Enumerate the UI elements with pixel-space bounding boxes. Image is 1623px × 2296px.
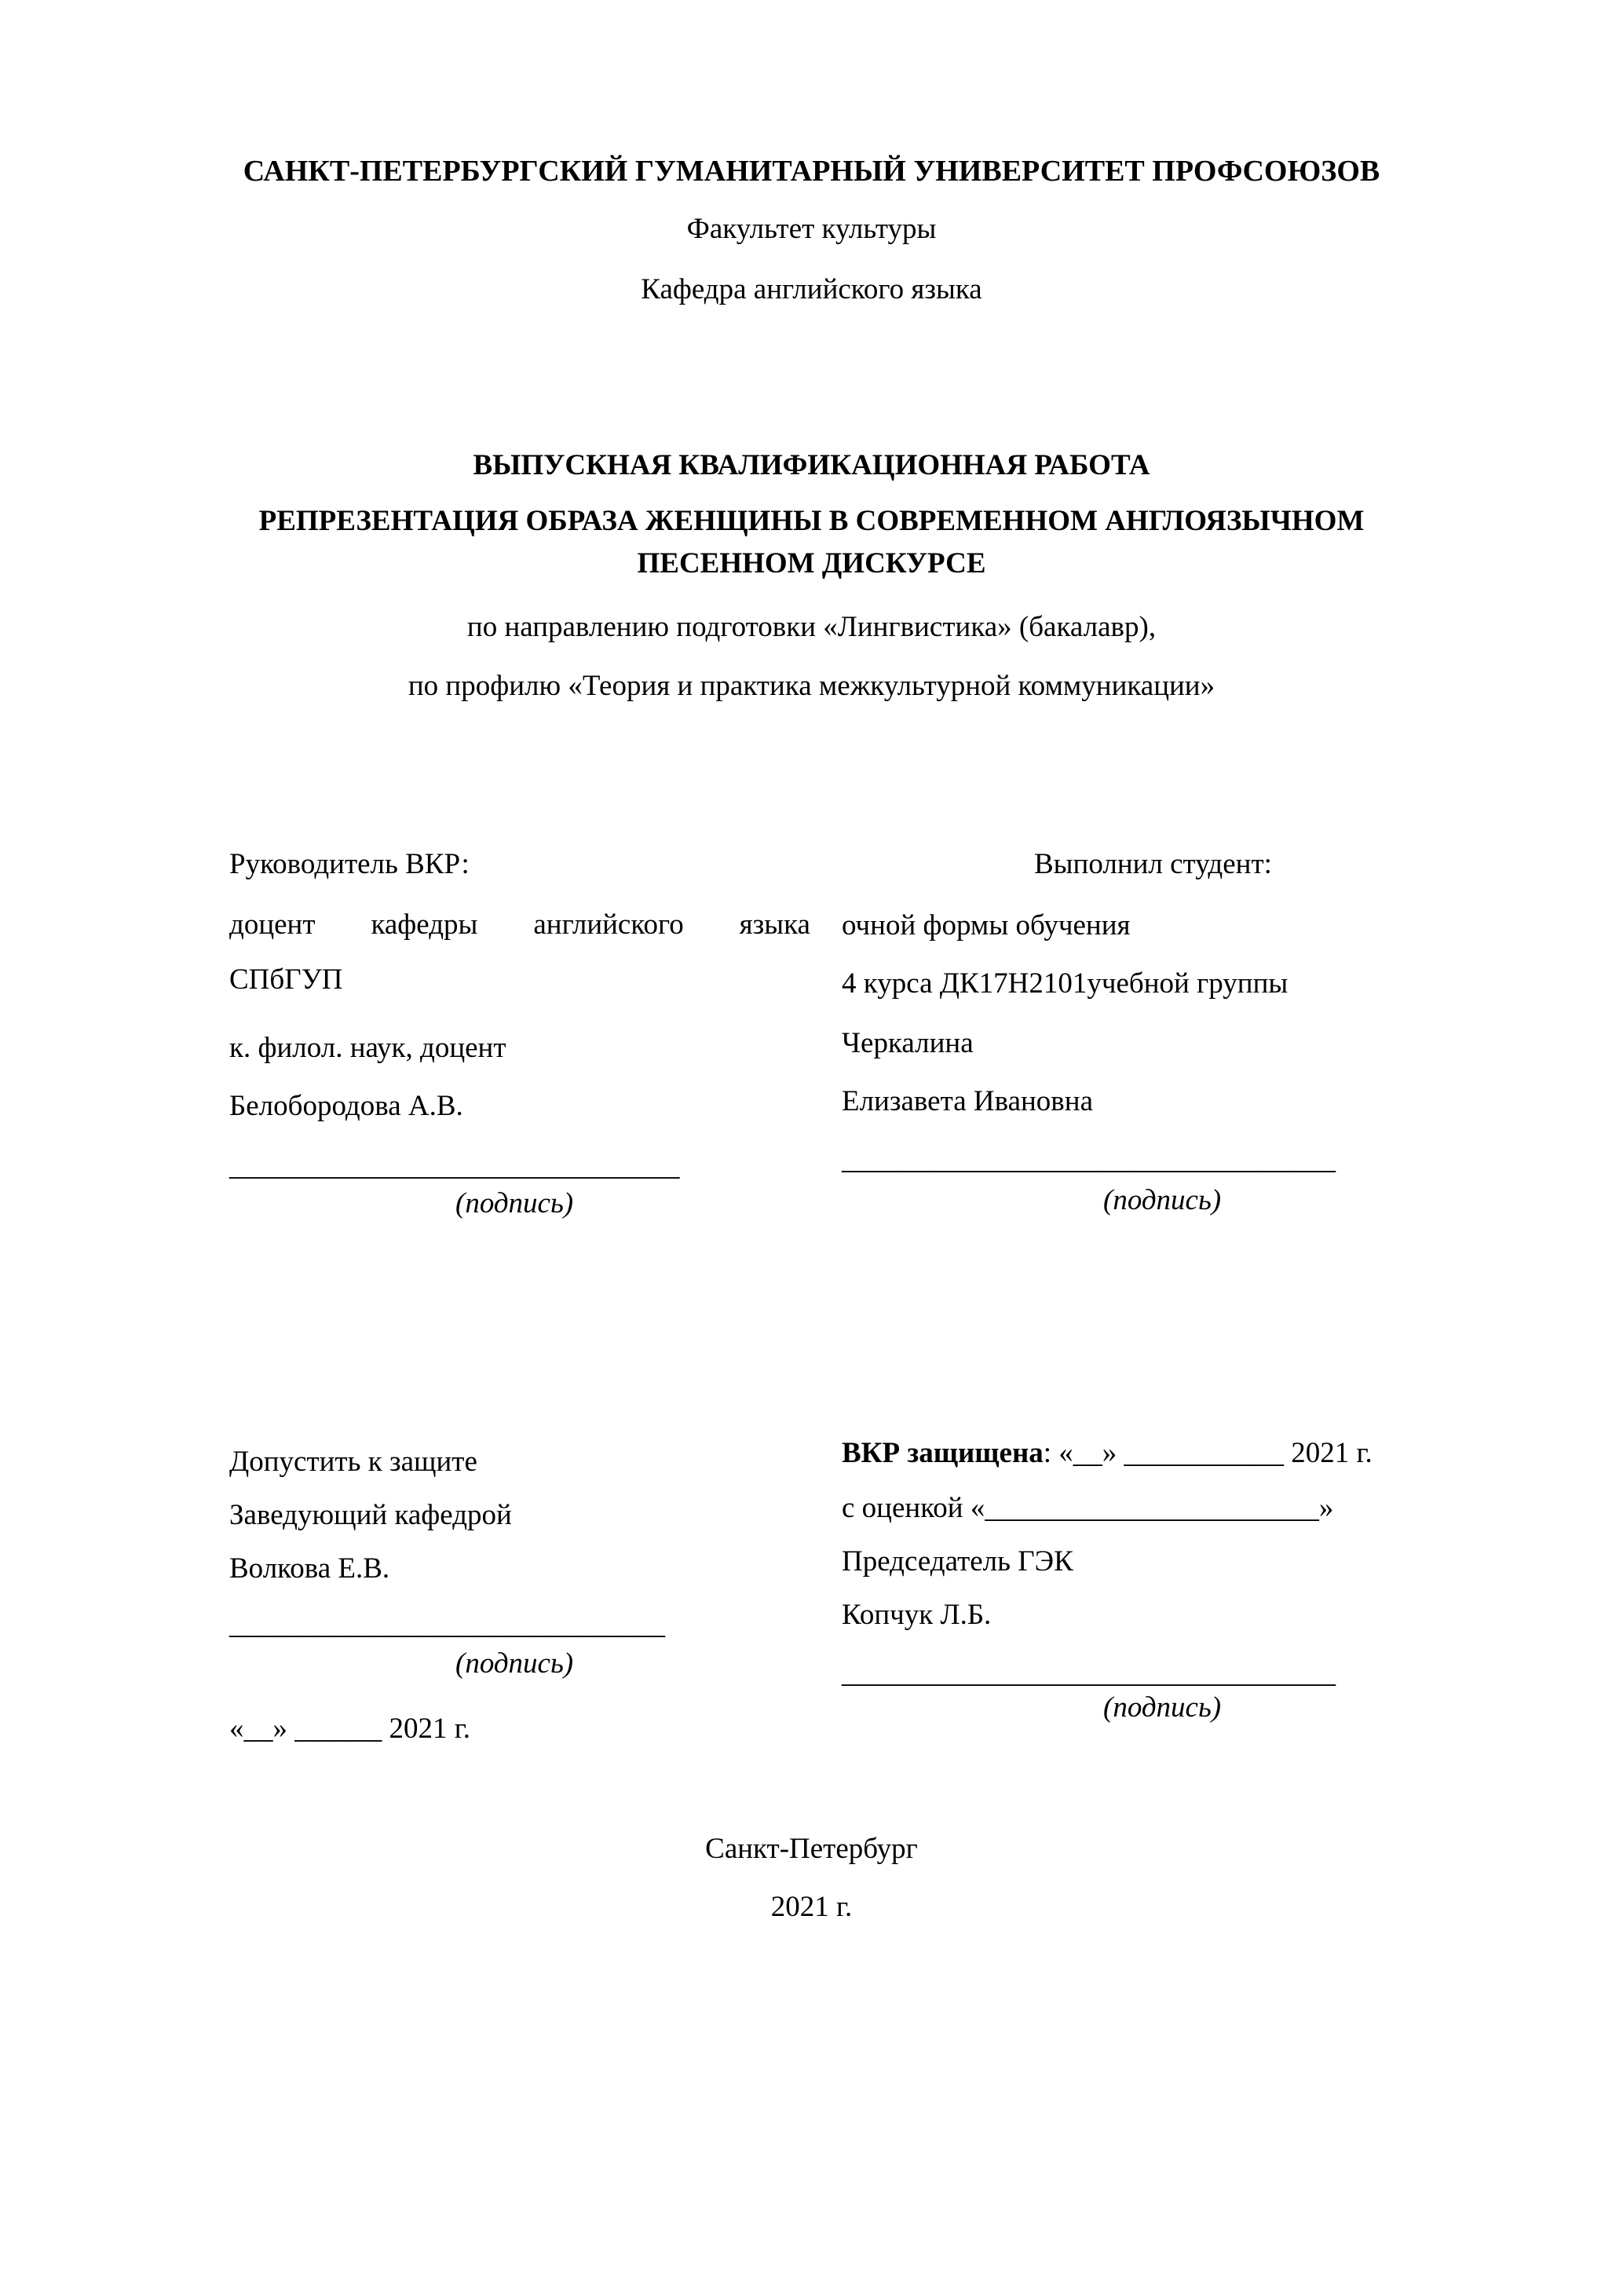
position-word: кафедры [371, 909, 478, 941]
department-name: Кафедра английского языка [641, 273, 982, 305]
university-name: САНКТ-ПЕТЕРБУРГСКИЙ ГУМАНИТАРНЫЙ УНИВЕРСИТЕТ ПРОФСОЮЗОВ [243, 155, 1380, 188]
defense-grade: с оценкой «_______________________» [842, 1492, 1334, 1524]
defense-status [842, 1439, 1373, 1468]
position-word: доцент [229, 909, 316, 941]
supervisor-signature-line: _______________________________ [229, 1150, 680, 1182]
thesis-title-line2: ПЕСЕННОМ ДИСКУРСЕ [637, 547, 986, 579]
student-signature-caption: (подпись) [1103, 1184, 1222, 1216]
student-given-names: Елизавета Ивановна [842, 1085, 1093, 1117]
admission-heading: Допустить к защите [229, 1446, 477, 1478]
work-type: ВЫПУСКНАЯ КВАЛИФИКАЦИОННАЯ РАБОТА [473, 449, 1150, 481]
defense-chair-name: Копчук Л.Б. [842, 1599, 992, 1631]
supervisor-name: Белобородова А.В. [229, 1090, 463, 1122]
defense-signature-caption: (подпись) [1103, 1691, 1222, 1724]
supervisor-degree: к. филол. наук, доцент [229, 1032, 506, 1064]
admission-role: Заведующий кафедрой [229, 1499, 512, 1531]
defense-signature-line: __________________________________ [842, 1657, 1336, 1689]
study-profile: по профилю «Теория и практика межкультурной коммуникации» [408, 670, 1215, 702]
student-study-form: очной формы обучения [842, 909, 1131, 941]
faculty-name: Факультет культуры [686, 213, 937, 245]
admission-name: Волкова Е.В. [229, 1552, 390, 1585]
admission-date: «__» ______ 2021 г. [229, 1713, 471, 1745]
defense-date: : «__» ___________ 2021 г. [1043, 1437, 1373, 1469]
admission-signature-line: ______________________________ [229, 1608, 665, 1640]
supervisor-heading: Руководитель ВКР: [229, 848, 470, 880]
thesis-title-line1: РЕПРЕЗЕНТАЦИЯ ОБРАЗА ЖЕНЩИНЫ В СОВРЕМЕННОМ АНГЛОЯЗЫЧНОМ [258, 505, 1365, 537]
footer-year: 2021 г. [770, 1891, 853, 1923]
admission-signature-caption: (подпись) [455, 1647, 574, 1680]
position-word: языка [739, 909, 810, 941]
student-course-group: 4 курса ДК17Н2101учебной группы [842, 967, 1289, 1000]
position-word: английского [533, 909, 684, 941]
student-surname: Черкалина [842, 1027, 974, 1059]
student-signature-line: __________________________________ [842, 1143, 1336, 1175]
defense-status-label: ВКР защищена [842, 1437, 1044, 1469]
defense-chair-role: Председатель ГЭК [842, 1545, 1073, 1578]
footer-city: Санкт-Петербург [705, 1833, 918, 1865]
supervisor-position-line1 [229, 910, 810, 939]
student-heading: Выполнил студент: [1034, 848, 1272, 880]
study-direction: по направлению подготовки «Лингвистика» (бакалавр), [466, 611, 1157, 643]
supervisor-signature-caption: (подпись) [455, 1187, 574, 1219]
supervisor-position-line2: СПбГУП [229, 963, 343, 996]
